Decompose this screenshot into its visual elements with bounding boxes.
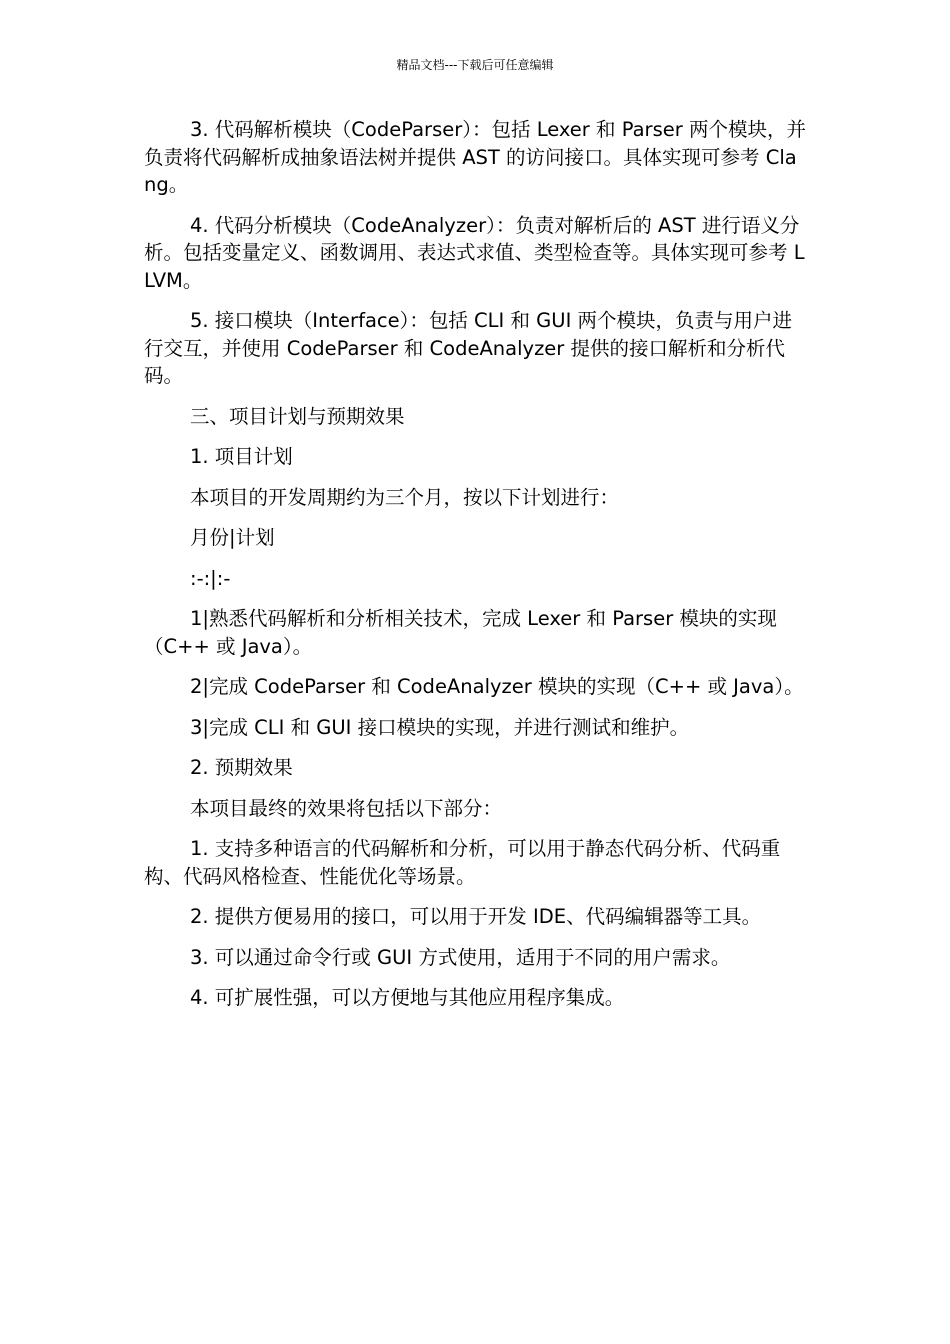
table-header-row: 月份|计划 — [190, 526, 275, 549]
paragraph-plan-intro: 本项目的开发周期约为三个月，按以下计划进行： — [190, 485, 620, 509]
table-row-month-2: 2|完成 CodeParser 和 CodeAnalyzer 模块的实现（C++ 或 Java）。 — [190, 675, 804, 698]
list-item-effect-4: 4. 可扩展性强，可以方便地与其他应用程序集成。 — [190, 986, 625, 1009]
document-body — [144, 116, 808, 1025]
subheading-expected-effect: 2. 预期效果 — [190, 756, 293, 779]
list-item-effect-1: 1. 支持多种语言的代码解析和分析，可以用于静态代码分析、代码重构、代码风格检查、性能优化等场景。 — [144, 837, 781, 888]
page-header: 精品文档---下载后可任意编辑 — [396, 58, 554, 72]
table-row-month-3: 3|完成 CLI 和 GUI 接口模块的实现，并进行测试和维护。 — [190, 715, 690, 739]
paragraph-code-analyzer-module: 4. 代码分析模块（CodeAnalyzer）：负责对解析后的 AST 进行语义分析。包括变量定义、函数调用、表达式求值、类型检查等。具体实现可参考 LLVM。 — [144, 213, 805, 292]
section-heading-plan-and-effect: 三、项目计划与预期效果 — [190, 404, 405, 428]
paragraph-code-parser-module: 3. 代码解析模块（CodeParser）：包括 Lexer 和 Parser 两个模块，并负责将代码解析成抽象语法树并提供 AST 的访问接口。具体实现可参考 Clang。 — [144, 118, 806, 196]
subheading-project-plan: 1. 项目计划 — [190, 445, 293, 468]
table-alignment-row: :-:|:- — [190, 566, 231, 590]
table-row-month-1: 1|熟悉代码解析和分析相关技术，完成 Lexer 和 Parser 模块的实现（C++ 或 Java）。 — [144, 607, 777, 658]
paragraph-interface-module: 5. 接口模块（Interface）：包括 CLI 和 GUI 两个模块，负责与用户进行交互，并使用 CodeParser 和 CodeAnalyzer 提供的接口解析和分析代码。 — [144, 309, 793, 387]
list-item-effect-3: 3. 可以通过命令行或 GUI 方式使用，适用于不同的用户需求。 — [190, 945, 731, 969]
paragraph-effect-intro: 本项目最终的效果将包括以下部分： — [190, 796, 503, 820]
list-item-effect-2: 2. 提供方便易用的接口，可以用于开发 IDE、代码编辑器等工具。 — [190, 905, 762, 928]
